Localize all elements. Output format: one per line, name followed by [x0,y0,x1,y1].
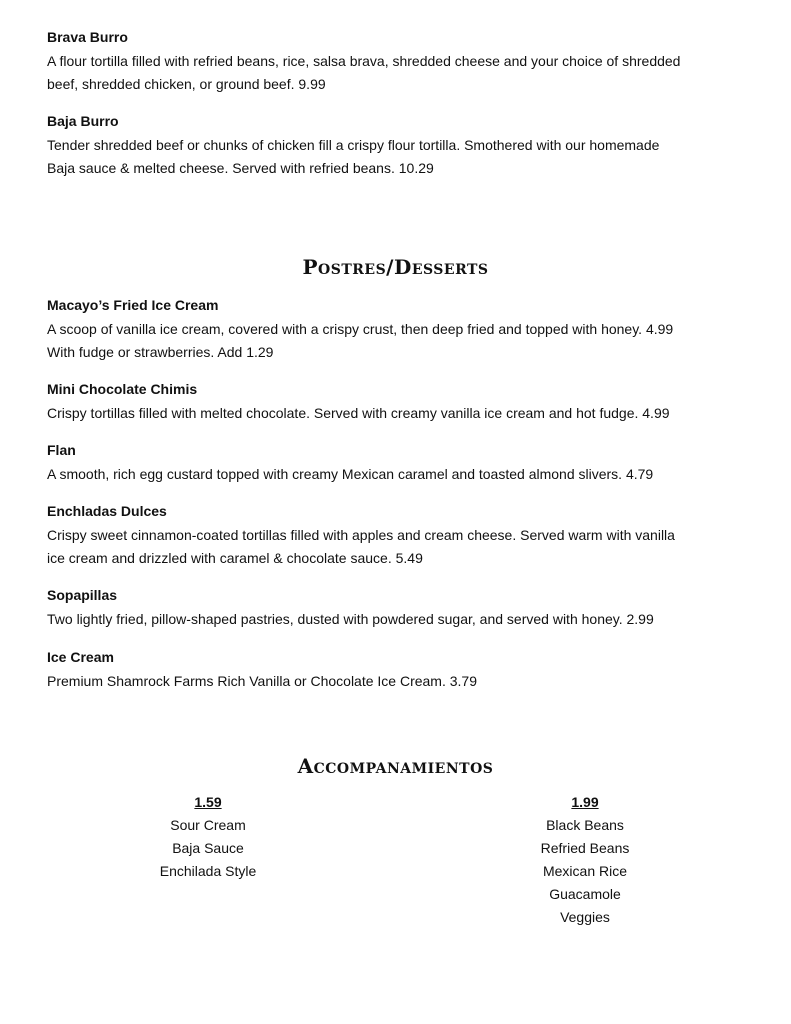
item-description-line: Premium Shamrock Farms Rich Vanilla or Chocolate Ice Cream. 3.79 [47,673,478,689]
item-name: Baja Burro [47,113,119,129]
item-description-line: beef, shredded chicken, or ground beef. 9.99 [47,76,326,92]
item-description-line: Baja sauce & melted cheese. Served with refried beans. 10.29 [47,160,434,176]
item-description-line: A flour tortilla filled with refried beans, rice, salsa brava, shredded cheese and your choice of shredded [47,53,681,69]
accompaniment-item: Guacamole [549,886,621,902]
accompaniment-item: Sour Cream [170,817,246,833]
item-name: Mini Chocolate Chimis [47,381,198,397]
item-description-line: Crispy sweet cinnamon-coated tortillas filled with apples and cream cheese. Served warm with vanilla [47,527,675,543]
item-name: Enchladas Dulces [47,503,167,519]
section-title-desserts: Postres/Desserts [302,255,489,279]
menu-item-ice-cream [47,647,747,693]
item-description-line: A scoop of vanilla ice cream, covered with a crispy crust, then deep fried and topped with honey. 4.99 [47,321,674,337]
item-description-line: Two lightly fried, pillow-shaped pastries, dusted with powdered sugar, and served with honey. 2.99 [47,611,654,627]
accompaniments-column-1 [88,791,328,883]
item-description-line: Crispy tortillas filled with melted chocolate. Served with creamy vanilla ice cream and hot fudge. 4.99 [47,405,670,421]
item-name: Sopapillas [47,587,118,603]
item-name: Macayo’s Fried Ice Cream [47,297,219,313]
menu-item-sopapillas [47,585,747,631]
section-title-accompaniments: Accompanamientos [297,754,494,778]
accompaniment-item: Baja Sauce [172,840,244,856]
menu-item-flan [47,440,747,486]
menu-item-fried-ice-cream [47,295,747,364]
accompaniment-item: Enchilada Style [159,863,257,879]
accompaniments-column-2 [465,791,705,929]
accompaniment-item: Mexican Rice [542,863,628,879]
menu-item-enchiladas-dulces [47,501,747,570]
menu-item-brava-burro [47,27,747,96]
accompaniment-item: Veggies [560,909,610,925]
menu-item-mini-chocolate-chimis [47,379,747,425]
item-description-line: ice cream and drizzled with caramel & chocolate sauce. 5.49 [47,550,423,566]
item-name: Brava Burro [47,29,128,45]
item-name: Flan [47,442,76,458]
item-description-line: With fudge or strawberries. Add 1.29 [47,344,274,360]
accompaniment-item: Black Beans [546,817,624,833]
accompaniment-item: Refried Beans [540,840,630,856]
accompaniment-price: 1.59 [194,794,222,810]
item-description-line: A smooth, rich egg custard topped with creamy Mexican caramel and toasted almond slivers. 4.79 [47,466,654,482]
item-description-line: Tender shredded beef or chunks of chicken fill a crispy flour tortilla. Smothered with our homemade [47,137,660,153]
accompaniment-price: 1.99 [571,794,599,810]
menu-item-baja-burro [47,111,747,180]
item-name: Ice Cream [47,649,114,665]
